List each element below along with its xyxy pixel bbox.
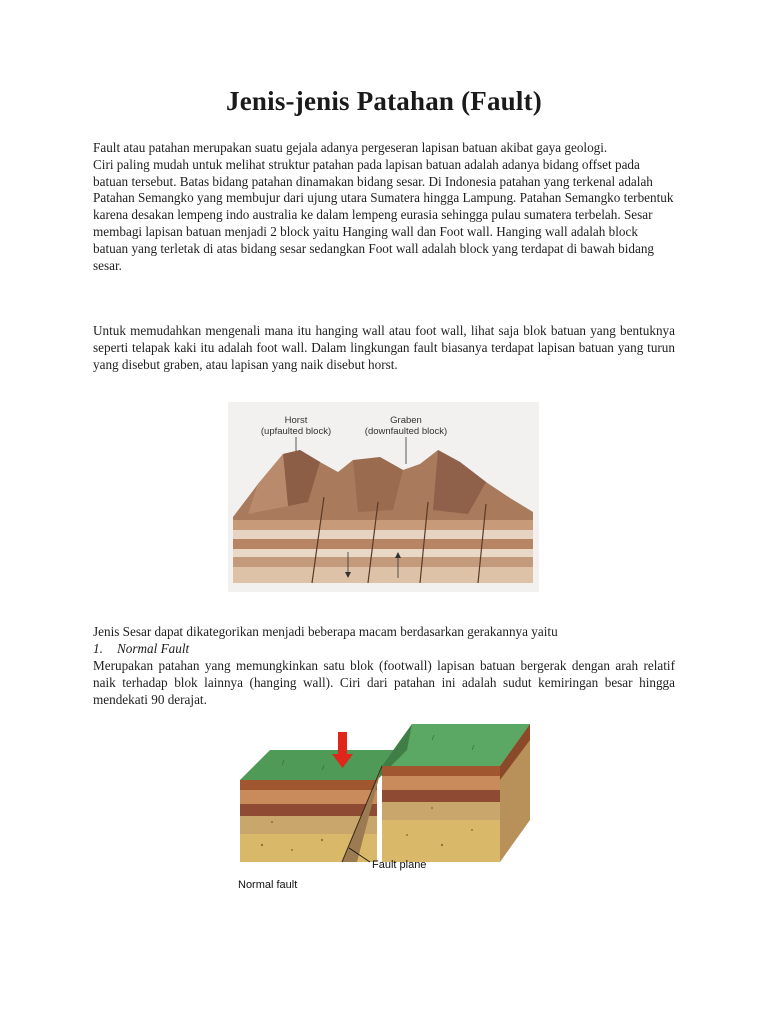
intro-paragraph: Fault atau patahan merupakan suatu gejala adanya pergeseran lapisan batuan akibat gaya geologi. Ciri paling mudah untuk melihat struktur patahan pada lapisan batuan adalah adanya bidang offset pada batuan tersebut. Batas bidang patahan dinamakan bidang sesar. Di Indonesia patahan yang terkenal adalah Patahan Semangko yang membujur dari ujung utara Sumatera hingga Lampung. Patahan Semangko terbentuk karena desakan lempeng indo australia ke dalam lempeng eurasia sehingga pulau sumatera terbelah. Sesar membagi lapisan batuan menjadi 2 block yaitu Hanging wall dan Foot wall. Hanging wall adalah block batuan yang terletak di atas bidang sesar sedangkan Foot wall adalah block yang terdapat di bawah bidang sesar. <box>93 140 674 273</box>
horst-sub-label: (upfaulted block) <box>260 426 332 437</box>
list-item-number: 1. <box>93 641 103 656</box>
graben-label: Graben <box>390 415 422 426</box>
horst-graben-figure <box>228 402 539 592</box>
graben-sub-label: (downfaulted block) <box>364 426 448 437</box>
page-title: Jenis-jenis Patahan (Fault) <box>226 86 542 116</box>
fault-types-intro: Jenis Sesar dapat dikategorikan menjadi beberapa macam berdasarkan gerakannya yaitu <box>93 624 558 639</box>
horst-graben-paragraph: Untuk memudahkan mengenali mana itu hanging wall atau foot wall, lihat saja blok batuan yang bentuknya seperti telapak kaki itu adalah foot wall. Dalam lingkungan fault biasanya terdapat lapisan batuan yang turun yang disebut graben, atau lapisan yang naik disebut horst. <box>93 323 675 372</box>
rock-layers <box>233 520 533 583</box>
horst-label: Horst <box>284 415 308 426</box>
figure-caption: Normal fault <box>238 879 298 891</box>
normal-fault-paragraph: Merupakan patahan yang memungkinkan satu blok (footwall) lapisan batuan bergerak dengan arah relatif naik terhadap blok lainnya (hanging wall). Ciri dari patahan ini adalah sudut kemiringan besar hingga mendekati 90 derajat. <box>93 658 675 707</box>
list-item-label: Normal Fault <box>117 641 190 656</box>
list-item <box>93 641 189 657</box>
fault-plane-label: Fault plane <box>372 859 427 871</box>
normal-fault-figure <box>232 720 532 895</box>
